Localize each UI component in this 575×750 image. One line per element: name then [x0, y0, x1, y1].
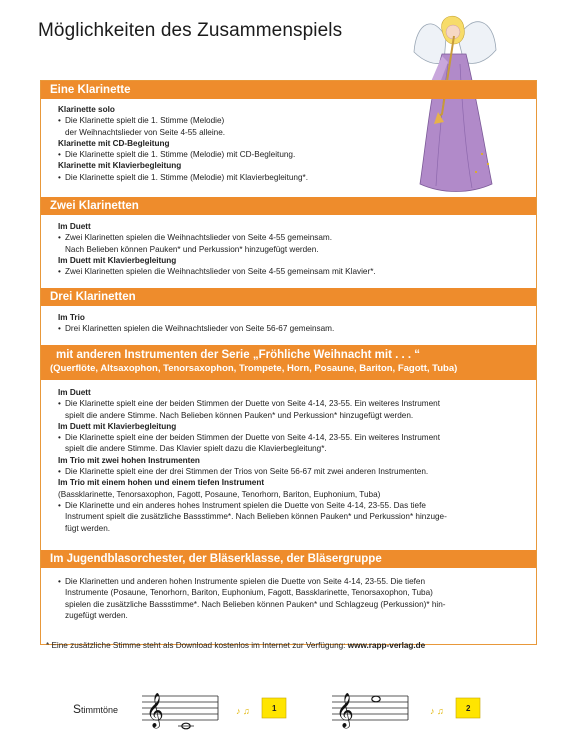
list-item-continuation: Nach Belieben können Pauken* und Perkussion* hinzugefügt werden.: [65, 244, 319, 254]
whole-note-icon: [372, 696, 380, 702]
section-body-eine-klarinette: [58, 104, 526, 183]
stimmtoene-initial: S: [73, 702, 82, 716]
treble-clef-icon: 𝄞: [336, 693, 354, 728]
section-heading-drei-klarinetten: Drei Klarinetten: [41, 288, 536, 306]
footnote-text: * Eine zusätzliche Stimme steht als Download kostenlos im Internet zur Verfügung:: [46, 641, 348, 650]
svg-text:♪ ♫: ♪ ♫: [236, 706, 250, 716]
section-heading-jugendblasorchester: Im Jugendblasorchester, der Bläserklasse, der Bläsergruppe: [41, 550, 536, 568]
tuning-staff-2: [330, 690, 410, 730]
treble-clef-icon: 𝄞: [146, 693, 164, 728]
section-heading-andere-instrumente: [41, 345, 536, 380]
list-item-continuation: der Weihnachtslieder von Seite 4-55 alleine.: [65, 127, 226, 137]
cd-icon-2: [428, 694, 488, 724]
section-body-andere-instrumente: [58, 387, 526, 534]
subheading: Im Duett mit Klavierbegleitung: [58, 255, 177, 265]
subheading: Klarinette solo: [58, 105, 115, 114]
tuning-staff-1: [140, 690, 220, 730]
list-item: • Zwei Klarinetten spielen die Weihnachtslieder von Seite 4-55 gemeinsam mit Klavier*.: [58, 266, 526, 277]
section-heading-zwei-klarinetten: Zwei Klarinetten: [41, 197, 536, 215]
website-link[interactable]: www.rapp-verlag.de: [347, 641, 426, 650]
list-item: • Die Klarinetten und anderen hohen Instrumente spielen die Duette von Seite 4-14, 23-55. Die tiefen: [58, 576, 526, 587]
section-body-drei-klarinetten: [58, 312, 526, 335]
section-heading-line-2: (Querflöte, Altsaxophon, Tenorsaxophon, Trompete, Horn, Posaune, Bariton, Fagott, Tuba): [50, 363, 458, 374]
subheading: Im Duett: [58, 222, 91, 231]
list-item: • Die Klarinette spielt eine der beiden Stimmen der Duette von Seite 4-14, 23-55. Ein weiteres Instrument: [58, 432, 526, 443]
svg-text:♪ ♫: ♪ ♫: [430, 706, 444, 716]
subheading: Klarinette mit Klavierbegleitung: [58, 161, 182, 171]
subheading: Im Duett mit Klavierbegleitung: [58, 421, 177, 431]
subheading: Im Trio mit zwei hohen Instrumenten: [58, 455, 200, 465]
list-item: • Die Klarinette spielt die 1. Stimme (Melodie): [58, 115, 526, 126]
subheading: Klarinette mit CD-Begleitung: [58, 138, 170, 148]
stimmtoene-rest: timmtöne: [81, 705, 119, 715]
section-body-zwei-klarinetten: [58, 221, 526, 277]
cd-number: 2: [466, 704, 471, 713]
subheading: Im Trio: [58, 313, 85, 322]
list-item: • Zwei Klarinetten spielen die Weihnachtslieder von Seite 4-55 gemeinsam.: [58, 232, 526, 243]
list-item: • Die Klarinette spielt die 1. Stimme (Melodie) mit CD-Begleitung.: [58, 149, 526, 160]
list-item-continuation: spielen die zusätzliche Bassstimme*. Nach Belieben können Pauken* und Schlagzeug (Perkussion)* hin-: [65, 599, 446, 609]
list-item: • Die Klarinette spielt eine der drei Stimmen der Trios von Seite 56-67 mit zwei anderen Instrumenten.: [58, 466, 526, 477]
list-item-continuation: zugefügt werden.: [65, 610, 128, 620]
list-item-continuation: spielt die andere Stimme. Das Klavier spielt dazu die Klavierbegleitung*.: [65, 444, 327, 454]
subheading: Im Duett: [58, 388, 91, 397]
list-item-continuation: spielt die andere Stimme. Nach Belieben können Pauken* und Perkussion* hinzugefügt werden.: [65, 410, 414, 420]
list-item-continuation: Instrumente (Posaune, Tenorhorn, Bariton, Euphonium, Fagott, Bassklarinette, Tenorsaxophon, Tuba): [65, 588, 433, 598]
page-title: Möglichkeiten des Zusammenspiels: [38, 20, 343, 41]
content-frame: [40, 80, 537, 645]
list-item: • Die Klarinette spielt eine der beiden Stimmen der Duette von Seite 4-14, 23-55. Ein weiteres Instrument: [58, 398, 526, 409]
list-item-continuation: Instrument spielt die zusätzliche Bassstimme*. Nach Belieben können Pauken* und Perkussion* hinzuge-: [65, 512, 447, 522]
list-item-continuation: fügt werden.: [65, 523, 111, 533]
cd-number: 1: [272, 704, 277, 713]
stimmtoene-label: [73, 702, 118, 716]
footnote: [46, 641, 425, 650]
subheading: Im Trio mit einem hohen und einem tiefen Instrument: [58, 478, 265, 488]
section-heading-line-1: mit anderen Instrumenten der Serie „Fröhliche Weihnacht mit . . . “: [56, 349, 421, 361]
list-item: • Die Klarinette und ein anderes hohes Instrument spielen die Duette von Seite 4-14, 23-55. Das tiefe: [58, 500, 526, 511]
instrument-list: (Bassklarinette, Tenorsaxophon, Fagott, Posaune, Tenorhorn, Bariton, Euphonium, Tuba): [58, 489, 381, 499]
cd-icon-1: [234, 694, 294, 724]
section-body-jugendblasorchester: [58, 576, 526, 621]
section-heading-eine-klarinette: Eine Klarinette: [41, 81, 536, 99]
list-item: • Drei Klarinetten spielen die Weihnachtslieder von Seite 56-67 gemeinsam.: [58, 323, 526, 334]
list-item: • Die Klarinette spielt die 1. Stimme (Melodie) mit Klavierbegleitung*.: [58, 172, 526, 183]
